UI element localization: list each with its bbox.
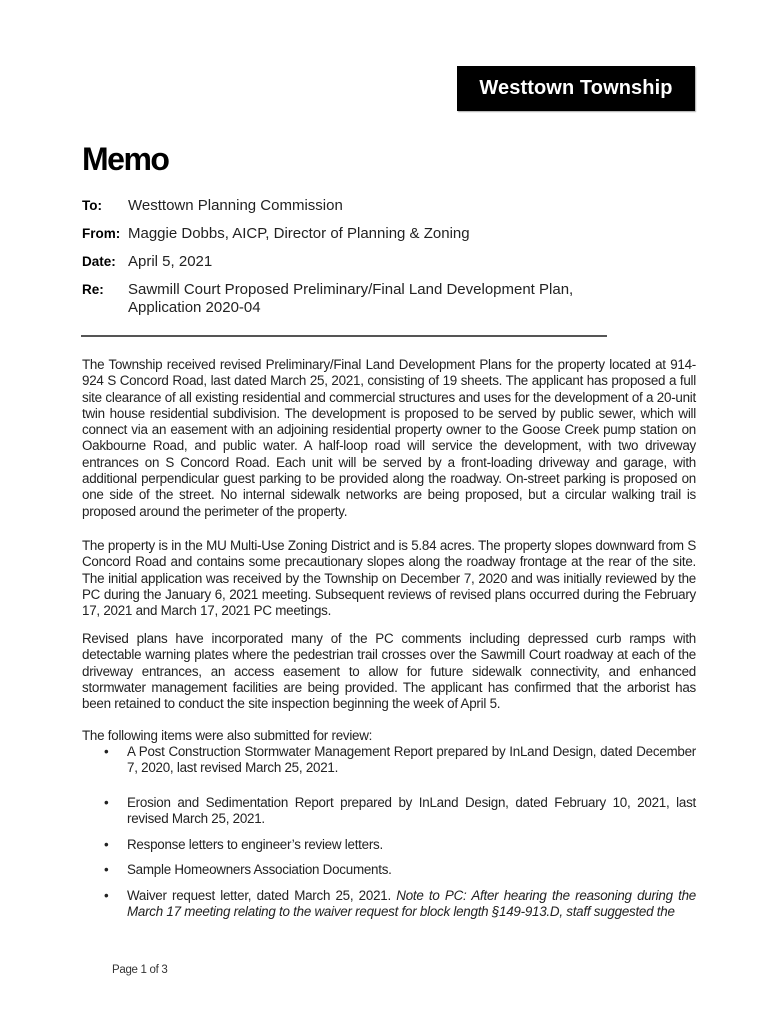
paragraph-1 (82, 357, 696, 520)
from-label: From: (82, 226, 121, 241)
re-line-2: Application 2020-04 (128, 299, 261, 316)
header-divider (81, 335, 607, 337)
bullet-icon: • (104, 744, 109, 759)
list-item-text: A Post Construction Stormwater Management Report prepared by InLand Design, dated December 7, 2020, last revised March 25, 2021. (127, 744, 696, 776)
paragraph-3 (82, 631, 696, 712)
memo-title: Memo (82, 141, 169, 177)
list-item-text: Waiver request letter, dated March 25, 2021. (127, 888, 397, 903)
bullet-icon: • (104, 795, 109, 810)
bullet-icon: • (104, 837, 109, 852)
paragraph-text: The property is in the MU Multi-Use Zoning District and is 5.84 acres. The property slopes downward from S Concord Road and contains some precautionary slopes along the roadway frontage at the rear of the site. The initial application was received by the Township on December 7, 2020 and was initially reviewed by the PC during the January 6, 2021 meeting. Subsequent reviews of revised plans occurred during the February 17, 2021 and March 17, 2021 PC meetings. (82, 538, 696, 619)
bullet-icon: • (104, 862, 109, 877)
re-line-1: Sawmill Court Proposed Preliminary/Final Land Development Plan, (128, 281, 574, 298)
from-value: Maggie Dobbs, AICP, Director of Planning & Zoning (128, 225, 470, 242)
memo-to-row (82, 197, 343, 214)
list-item (82, 888, 696, 921)
list-item-text: Sample Homeowners Association Documents. (127, 862, 392, 877)
memo-date-row (82, 253, 212, 270)
to-value: Westtown Planning Commission (128, 197, 343, 214)
paragraph-4 (82, 728, 696, 744)
list-item (82, 862, 696, 878)
date-label: Date: (82, 254, 116, 269)
page-number: Page 1 of 3 (112, 964, 168, 976)
note-to-pc: Note to PC: After hearing the reasoning during the March 17 meeting relating to the waiver request for block length §149-913.D, staff suggested the (127, 888, 696, 920)
paragraph-text: Revised plans have incorporated many of the PC comments including depressed curb ramps with detectable warning plates where the pedestrian trail crosses over the Sawmill Court roadway at each of the driveway entrances, an access easement to allow for future sidewalk connectivity, and enhanced stormwater management facilities are being provided. The applicant has confirmed that the arborist has been retained to conduct the site inspection beginning the week of April 5. (82, 631, 696, 712)
paragraph-text: The following items were also submitted for review: (82, 728, 373, 743)
re-value (128, 281, 573, 317)
to-label: To: (82, 198, 102, 213)
paragraph-text: The Township received revised Preliminary/Final Land Development Plans for the property located at 914-924 S Concord Road, last dated March 25, 2021, consisting of 19 sheets. The applicant has proposed a full site clearance of all existing residential and commercial structures and uses for the development of a 20-unit twin house residential subdivision. The development is proposed to be served by public sewer, which will connect via an easement with an adjoining residential property owner to the Goose Creek pump station on Oakbourne Road, and public water. A half-loop road will service the development, with two driveway entrances on S Concord Road. Each unit will be served by a front-loading driveway and garage, with additional perpendicular guest parking to be provided along the roadway. On-street parking is proposed on one side of the street. No internal sidewalk networks are being proposed, but a circular walking trail is proposed around the perimeter of the property. (82, 357, 696, 519)
list-item (82, 837, 696, 853)
paragraph-2 (82, 538, 696, 619)
township-name: Westtown Township (479, 77, 673, 99)
memo-from-row (82, 225, 470, 242)
memo-re-row (82, 281, 573, 317)
bullet-icon: • (104, 888, 109, 903)
township-banner (457, 66, 695, 111)
date-value: April 5, 2021 (128, 253, 213, 270)
re-label: Re: (82, 282, 104, 297)
list-item (82, 744, 696, 777)
list-item-text: Erosion and Sedimentation Report prepared by InLand Design, dated February 10, 2021, last revised March 25, 2021. (127, 795, 696, 827)
list-item (82, 795, 696, 828)
list-item-text: Response letters to engineer’s review letters. (127, 837, 383, 852)
